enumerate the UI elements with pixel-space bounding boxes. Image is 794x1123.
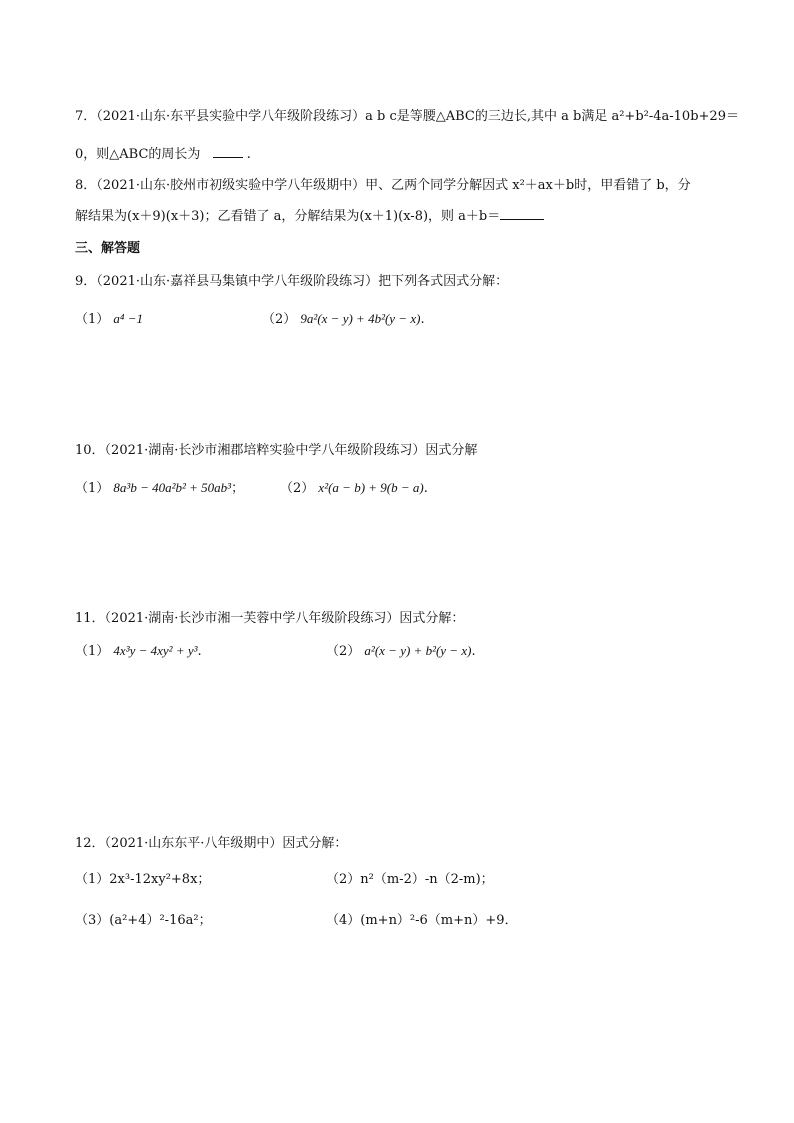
section-heading: 三、解答题 [75,241,141,256]
q10-part2-end: . [423,481,428,496]
q9-part2 [262,310,425,329]
q9-part2-expression: 9a²(x − y) + 4b²(y − x) [300,311,421,326]
q7-line2-end: . [246,147,251,162]
q7-line2 [75,145,251,164]
q7-line1: 7．（2021·山东·东平县实验中学八年级阶段练习）a b c是等腰△ABC的三边长,其中 a b满足 a²+b²-4a-10b+29＝ [75,109,739,124]
q11-part1-expression: 4x³y − 4xy² + y³ [113,643,198,658]
q9-part2-number: （2） [262,312,297,327]
q9-stem: 9．（2021·山东·嘉祥县马集镇中学八年级阶段练习）把下列各式因式分解： [75,274,509,289]
q12-stem: 12．（2021·山东东平·八年级期中）因式分解： [75,836,348,851]
q10-part1-end: ； [231,481,245,496]
q11-part2-expression: a²(x − y) + b²(y − x) [364,643,472,658]
q9-part2-end: . [420,312,425,327]
q11-part2 [326,642,476,661]
q10-part2-expression: x²(a − b) + 9(b − a) [318,480,424,495]
q9-part1-number: （1） [75,312,110,327]
q11-part2-end: . [471,644,476,659]
q12-part2: （2）n²（m-2）-n（2-m)； [326,872,494,887]
q7-answer-blank [213,145,243,158]
q9-part1 [75,310,143,329]
q10-part1-number: （1） [75,481,110,496]
q11-part1 [75,642,202,661]
q9-part1-expression: a⁴ −1 [113,311,143,326]
q11-part1-number: （1） [75,644,110,659]
q10-part2 [280,479,428,498]
q12-part4: （4）(m+n）²-6（m+n）+9． [326,913,518,928]
q8-line2 [75,207,544,226]
q8-line2-text: 解结果为(x＋9)(x＋3)；乙看错了 a，分解结果为(x＋1)(x-8)，则 a＋b＝ [75,209,501,224]
q10-part2-number: （2） [280,481,315,496]
q8-line1: 8．（2021·山东·胶州市初级实验中学八年级期中）甲、乙两个同学分解因式 x²＋ax＋b时，甲看错了 b，分 [75,178,691,193]
q7-line2-text: 0，则△ABC的周长为 [75,147,201,162]
q12-part1: （1）2x³-12xy²+8x； [75,872,211,887]
q11-part1-end: . [197,644,202,659]
q10-stem: 10．（2021·湖南·长沙市湘郡培粹实验中学八年级阶段练习）因式分解 [75,443,478,458]
q10-part1 [75,479,244,498]
q11-part2-number: （2） [326,644,361,659]
q12-part3: （3）(a²+4）²-16a²； [75,913,212,928]
q10-part1-expression: 8a³b − 40a²b² + 50ab³ [113,480,232,495]
q11-stem: 11．（2021·湖南·长沙市湘一芙蓉中学八年级阶段练习）因式分解： [75,611,465,626]
q8-answer-blank [500,207,544,220]
